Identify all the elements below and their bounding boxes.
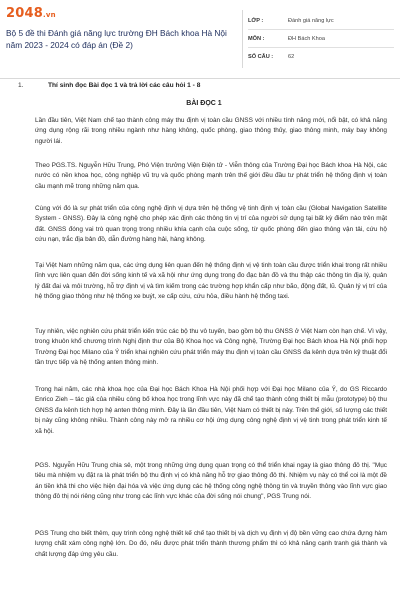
header-divider — [0, 78, 400, 79]
paragraph-3: Cùng với đó là sự phát triển của công nghệ định vị dựa trên hệ thống vệ tinh định vị toàn cầu (Global Navigation Satellite System - GNSS). Đây là công nghệ cho phép xác định các thông tin vị trí của người sử dụng tại bất kỳ điểm nào trên mặt đất. GNSS đóng vai trò quan trọng trong nhiều khía cạnh của cuộc sống, từ quốc phòng đến giao thông vận tải, cứu hộ cứu nạn, trắc địa bản đồ, dẫn đường hàng hải, hàng không. — [35, 205, 387, 244]
meta-row-socau — [248, 48, 394, 66]
question-number: 1. — [18, 82, 24, 89]
meta-info — [248, 12, 394, 66]
document-title: Bộ 5 đề thi Đánh giá năng lực trường ĐH Bách khoa Hà Nội năm 2023 - 2024 có đáp án (Đề 2) — [6, 28, 227, 50]
meta-socau-label: SỐ CÂU : — [248, 54, 274, 60]
meta-lop-label: LỚP : — [248, 17, 264, 24]
meta-mon-value: ĐH Bách Khoa — [288, 35, 326, 42]
meta-socau-value: 62 — [288, 54, 295, 60]
reading-title: BÀI ĐỌC 1 — [186, 100, 222, 107]
meta-mon-label: MÔN : — [248, 35, 265, 42]
paragraph-5: Tuy nhiên, việc nghiên cứu phát triển kiến trúc các bộ thu vô tuyến, bao gồm bộ thu GNSS ở Việt Nam còn hạn chế. Vì vậy, trong khuôn khổ chương trình Nghị định thư của Bộ Khoa học và Công nghệ, Trường Đại học Bách khoa Hà Nội phối hợp Trường Đại học Milano của Ý triển khai nghiên cứu phát triển máy thu định vị toàn cầu GNSS đa kênh dựa trên kỹ thuật đổi tần trực tiếp và hệ thống anten thông minh. — [35, 328, 387, 367]
meta-row-lop — [248, 12, 394, 30]
logo-text: 2048 — [6, 6, 43, 21]
paragraph-7: PGS. Nguyễn Hữu Trung chia sẻ, một trong những ứng dụng quan trọng có thể triển khai ngay là giao thông đô thị. "Mục tiêu mà nhiệm vụ đặt ra là phát triển bộ thu định vị có khả năng hỗ trợ giao thông đô thị. Nhiệm vụ này có thể coi là một đề án tiền khả thi cho việc hiện đại hóa và việc ứng dụng các hệ thống công nghệ thông tin và truyền thông vào lĩnh vực giao thông đô thị nói riêng cũng như trong các lĩnh vực khác của đời sống nói chung", PGS Trung nói. — [35, 462, 387, 501]
document-header — [0, 0, 400, 78]
paragraph-2: Theo PGS.TS. Nguyễn Hữu Trung, Phó Viện trưởng Viện Điện tử - Viễn thông của Trường Đại học Bách khoa Hà Nội, các nước có nền khoa học, công nghiệp vũ trụ và quốc phòng mạnh trên thế giới đều đầu tư phát triển hệ thống định vị toàn cầu mạnh mẽ trong những năm qua. — [35, 162, 387, 190]
meta-row-mon — [248, 30, 394, 48]
site-logo[interactable] — [6, 6, 56, 21]
meta-separator — [242, 10, 243, 68]
paragraph-1: Lần đầu tiên, Việt Nam chế tạo thành công máy thu định vị toàn cầu GNSS với nhiều tính năng mới, nổi bật, có khả năng ứng dụng rộng rãi trong nhiều ngành như hàng không, quốc phòng, giao thông thủy, giao thông minh, máy bay không người lái. — [35, 117, 387, 145]
meta-lop-value: Đánh giá năng lực — [288, 17, 334, 24]
question-instruction: Thí sinh đọc Bài đọc 1 và trả lời các câu hỏi 1 - 8 — [48, 82, 201, 89]
logo-suffix: .vn — [42, 11, 56, 19]
paragraph-8: PGS Trung cho biết thêm, quy trình công nghệ thiết kế chế tạo thiết bị và dịch vụ định vị độ bền vững cao chứa đựng hàm lượng chất xám công nghệ lớn. Do đó, nếu được phát triển thành thương phẩm thì có khả năng cạnh tranh giá thành và chất lượng đáp ứng yêu cầu. — [35, 530, 387, 558]
paragraph-4: Tại Việt Nam những năm qua, các ứng dụng liên quan đến hệ thống định vị vệ tinh toàn cầu được triển khai trong rất nhiều lĩnh vực liên quan đến đời sống kinh tế và xã hội như ứng dụng trong đo đạc bản đồ và thu thập các thông tin địa lý, quản lý đất đai và môi trường, hỗ trợ định vị và tìm kiếm trong các trường hợp khẩn cấp như bão, động đất, lũ. Quản lý vị trí của hệ thống giao thông như hệ thống xe buýt, xe cấp cứu, cứu hỏa, điều hành hệ thống taxi. — [35, 262, 387, 301]
paragraph-6: Trong hai năm, các nhà khoa học của Đại học Bách Khoa Hà Nội phối hợp với Đại học Milano của Ý, do GS Riccardo Enrico Zieh – tác giả của nhiều công bố khoa học trong lĩnh vực này đã chế tạo thành công thiết bị mẫu (prototype) bộ thu GNSS đa kênh tích hợp hệ anten thông minh. Đây là lần đầu tiên, Việt Nam có thiết bị này. Trên thế giới, số lượng các thiết bị này cũng không nhiều. Thành công này mở ra nhiều cơ hội ứng dụng công nghệ định vị vệ tinh trong phát triển kinh tế xã hội. — [35, 386, 387, 435]
